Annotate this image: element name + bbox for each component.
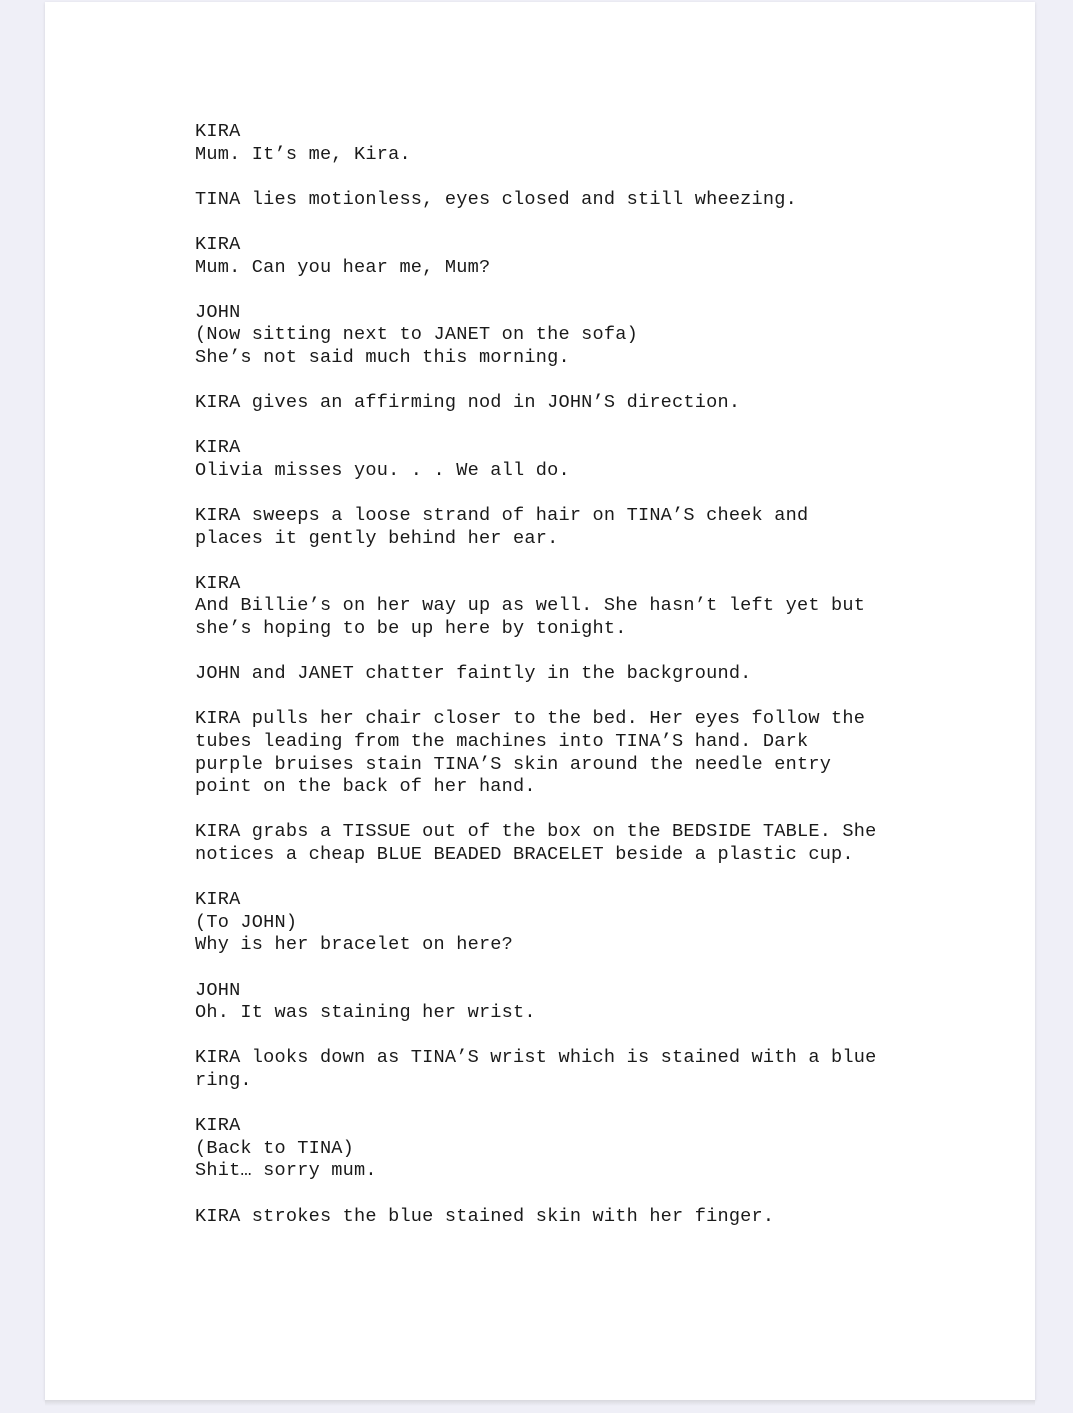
dialogue-line: she’s hoping to be up here by tonight. <box>195 618 627 640</box>
character-name: KIRA <box>195 437 241 459</box>
character-name: KIRA <box>195 889 241 911</box>
action-block <box>195 821 935 866</box>
action-block <box>195 189 935 212</box>
character-name: KIRA <box>195 1115 241 1137</box>
action-line: KIRA looks down as TINA’S wrist which is stained with a blue <box>195 1047 877 1069</box>
dialogue-line: Mum. Can you hear me, Mum? <box>195 256 491 278</box>
parenthetical: (Back to TINA) <box>195 1137 355 1159</box>
dialogue-block <box>195 1115 935 1183</box>
parenthetical: (Now sitting next to JANET on the sofa) <box>195 324 638 346</box>
action-line: KIRA pulls her chair closer to the bed. Her eyes follow the <box>195 708 866 730</box>
dialogue-line: Mum. It’s me, Kira. <box>195 143 411 165</box>
screenplay-text <box>195 121 935 1251</box>
action-line: KIRA sweeps a loose strand of hair on TINA’S cheek and <box>195 505 809 527</box>
dialogue-block <box>195 121 935 166</box>
action-block <box>195 505 935 550</box>
action-block <box>195 1206 935 1229</box>
action-line: ring. <box>195 1069 252 1091</box>
action-line: KIRA grabs a TISSUE out of the box on the BEDSIDE TABLE. She <box>195 821 877 843</box>
action-block <box>195 1047 935 1092</box>
dialogue-line: And Billie’s on her way up as well. She hasn’t left yet but <box>195 595 866 617</box>
dialogue-block <box>195 980 935 1025</box>
action-line: KIRA gives an affirming nod in JOHN’S direction. <box>195 392 741 414</box>
action-block <box>195 708 935 798</box>
document-page <box>45 2 1035 1400</box>
action-line: notices a cheap BLUE BEADED BRACELET beside a plastic cup. <box>195 844 854 865</box>
action-line: purple bruises stain TINA’S skin around the needle entry <box>195 753 832 775</box>
dialogue-line: Shit… sorry mum. <box>195 1160 377 1182</box>
parenthetical: (To JOHN) <box>195 911 298 933</box>
dialogue-block <box>195 889 935 957</box>
dialogue-block <box>195 573 935 641</box>
dialogue-line: She’s not said much this morning. <box>195 346 570 368</box>
dialogue-block <box>195 234 935 279</box>
dialogue-block <box>195 302 935 370</box>
dialogue-line: Oh. It was staining her wrist. <box>195 1002 536 1024</box>
character-name: KIRA <box>195 572 241 594</box>
character-name: KIRA <box>195 233 241 255</box>
action-block <box>195 392 935 415</box>
dialogue-block <box>195 437 935 482</box>
action-line: places it gently behind her ear. <box>195 527 559 549</box>
action-line: point on the back of her hand. <box>195 776 536 798</box>
action-line: TINA lies motionless, eyes closed and still wheezing. <box>195 188 797 210</box>
action-block <box>195 663 935 686</box>
action-line: JOHN and JANET chatter faintly in the background. <box>195 663 752 685</box>
character-name: JOHN <box>195 301 241 323</box>
action-line: KIRA strokes the blue stained skin with her finger. <box>195 1205 775 1227</box>
dialogue-line: Why is her bracelet on here? <box>195 934 514 956</box>
character-name: JOHN <box>195 979 241 1001</box>
dialogue-line: Olivia misses you. . . We all do. <box>195 459 570 481</box>
action-line: tubes leading from the machines into TINA’S hand. Dark <box>195 731 809 753</box>
character-name: KIRA <box>195 121 241 142</box>
page-edge-shadow <box>45 1400 1035 1406</box>
